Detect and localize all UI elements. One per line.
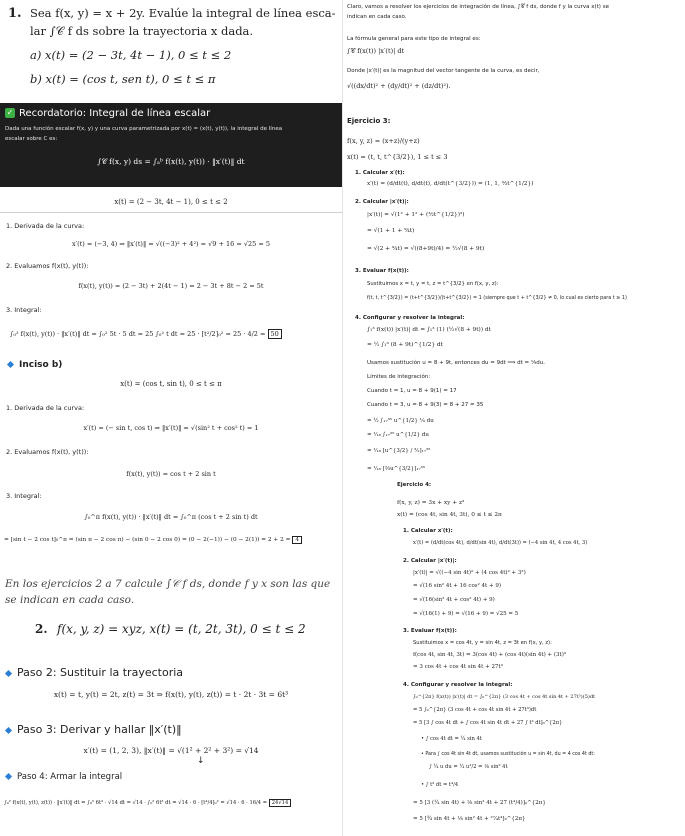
parta-step3-label: 3. Integral: [6, 306, 42, 314]
ej3-step4-math2: = ½ ∫₁³ (8 + 9t)^{1/2} dt [367, 342, 443, 348]
parta-step3-math: ∫₀² f(x(t), y(t)) · ‖x′(t)‖ dt = ∫₀² 5t · 5 dt = 25 ∫₀² t dt = 25 · [t²/2]₀² = 25 · 4/2 = [10, 330, 266, 338]
ej4-step4-math2: = 5 ∫₀^{2π} (3 cos 4t + cos 4t sin 4t + 27t³)dt [413, 707, 537, 713]
general-formula-label: La fórmula general para este tipo de integral es: [347, 36, 481, 42]
exercise-part-b: b) x(t) = (cos t, sen t), 0 ≤ t ≤ π [30, 72, 216, 86]
exercise-statement-line2: lar ∫𝒞 f ds sobre la trayectoria x dada. [30, 24, 254, 38]
partb-step3-math2: = [sin t − 2 cos t]₀^π = (sin π − 2 cos π) − (sin 0 − 2 cos 0) = (0 − 2(−1)) − (0 − 2(1)) = 2 + 2 = [4, 537, 291, 543]
ej4-step1-label: 1. Calcular x′(t): [403, 528, 453, 534]
ej3-substitution: Usamos sustitución u = 8 + 9t, entonces du = 9dt ⟹ dt = ¹⁄₉du. [367, 360, 545, 366]
ej4-step3-math2: = 3 cos 4t + cos 4t sin 4t + 27t³ [413, 664, 503, 670]
ej3-result4: = ¹⁄₁₈ [⅔u^{3/2}]₁₇³⁵ [367, 466, 426, 472]
paso3-math: x′(t) = (1, 2, 3), ‖x′(t)‖ = √(1² + 2² + 3²) = √14 [83, 746, 259, 755]
paso4-heading [6, 772, 122, 782]
paso4-row [4, 800, 291, 806]
partb-step1-label: 1. Derivada de la curva: [6, 404, 85, 412]
right-panel [343, 0, 685, 836]
ej3-limit1: Cuando t = 1, u = 8 + 9(1) = 17 [367, 388, 457, 394]
ej4-bullet3-text: ∫ t³ dt = t⁴/4 [425, 782, 459, 788]
ej3-step3-label: 3. Evaluar f(x(t)): [355, 268, 409, 274]
ex2-number: 2. [35, 622, 48, 636]
ej4-bullet2: • Para ∫ cos 4t sin 4t dt, usamos sustitución u = sin 4t, du = 4 cos 4t dt: [421, 752, 595, 757]
ej4-title: Ejercicio 4: [397, 482, 432, 488]
ej3-limits-label: Límites de integración: [367, 374, 431, 380]
ej3-step4-math1: ∫₁³ f(x(t)) |x′(t)| dt = ∫₁³ (1) (½√(8 + 9t)) dt [367, 327, 491, 333]
ej4-bullet1-text: ∫ cos 4t dt = ¼ sin 4t [425, 736, 482, 742]
reminder-title-row [5, 108, 210, 119]
parta-result: 50 [268, 329, 282, 339]
ej3-step1-label: 1. Calcular x′(t): [355, 170, 405, 176]
paso3-heading [6, 723, 182, 736]
ej4-step2-math2: = √(16 sin² 4t + 16 cos² 4t + 9) [413, 583, 502, 589]
partb-step2-label: 2. Evaluamos f(x(t), y(t)): [6, 448, 89, 456]
ej4-final2: = 5 [¾ sin 4t + ⅛ sin² 4t + ²⁷⁄₄t⁴]₀^{2π} [413, 816, 526, 822]
ej4-step4-math1: ∫₀^{2π} f(x(t)) |x′(t)| dt = ∫₀^{2π} (3 cos 4t + cos 4t sin 4t + 27t³)(5)dt [413, 694, 596, 700]
intro-line1: Claro, vamos a resolver los ejercicios de integración de línea, ∫𝒞 f ds, donde f y la curva x(t) se [347, 4, 609, 10]
ej4-step4-math3: = 5 [3 ∫ cos 4t dt + ∫ cos 4t sin 4t dt + 27 ∫ t³ dt]₀^{2π} [413, 720, 563, 726]
partb-step2-math: f(x(t), y(t)) = cos t + 2 sin t [126, 470, 216, 478]
paso2-math: x(t) = t, y(t) = 2t, z(t) = 3t ⇒ f(x(t), y(t), z(t)) = t · 2t · 3t = 6t³ [53, 690, 289, 699]
ej3-title: Ejercicio 3: [347, 117, 391, 125]
donde-formula: √((dx/dt)² + (dy/dt)² + (dz/dt)²). [347, 82, 451, 90]
ej3-step4-label: 4. Configurar y resolver la integral: [355, 315, 465, 321]
ej4-final1: = 5 [3 (¼ sin 4t) + ⅛ sin² 4t + 27 (t⁴/4)]₀^{2π} [413, 800, 546, 806]
check-icon: ✓ [6, 108, 14, 117]
partb-param: x(t) = (cos t, sin t), 0 ≤ t ≤ π [120, 380, 222, 388]
ej4-step2-label: 2. Calcular |x′(t)|: [403, 558, 457, 564]
paso2-title: Paso 2: Sustituir la trayectoria [17, 666, 184, 679]
partb-step1-math: x′(t) = (− sin t, cos t) ⇒ ‖x′(t)‖ = √(sin² t + cos² t) = 1 [83, 424, 259, 432]
ej3-result3: = ¹⁄₁₈ [u^{3/2} / ³⁄₂]₁₇³⁵ [367, 448, 431, 454]
exercise-number: 1. [8, 6, 22, 21]
ej3-step3-text: Sustituimos x = t, y = t, z = t^{3/2} en f(x, y, z): [367, 281, 499, 287]
ex2-intro-line2: se indican en cada caso. [5, 594, 135, 606]
partb-step3-row [4, 537, 302, 543]
left-panel [0, 0, 342, 836]
ej4-step4-label: 4. Configurar y resolver la integral: [403, 682, 513, 688]
ej4-step2-math3: = √(16(sin² 4t + cos² 4t) + 9) [413, 597, 495, 603]
donde-text: Donde |x′(t)| es la magnitud del vector tangente de la curva, es decir, [347, 68, 540, 74]
paso2-heading [6, 666, 183, 679]
ej4-bullet1: • ∫ cos 4t dt = ¼ sin 4t [421, 736, 482, 742]
column-divider [342, 0, 343, 836]
exercise-statement-line1: Sea f(x, y) = x + 2y. Evalúe la integral de línea esca- [30, 6, 336, 20]
ex2-statement: f(x, y, z) = xyz, x(t) = (t, 2t, 3t), 0 ≤ t ≤ 2 [57, 622, 306, 636]
ex2-intro-line1: En los ejercicios 2 a 7 calcule ∫𝒞 f ds, donde f y x son las que [5, 578, 331, 590]
reminder-title: Recordatorio: Integral de línea escalar [19, 108, 211, 119]
ej4-step1-math: x′(t) = (d/dt(cos 4t), d/dt(sin 4t), d/dt(3t)) = (−4 sin 4t, 4 cos 4t, 3) [413, 540, 588, 546]
diamond-icon [5, 773, 12, 780]
divider [0, 212, 342, 213]
parta-step1-math: x′(t) = (−3, 4) ⇒ ‖x′(t)‖ = √((−3)² + 4²) = √9 + 16 = √25 = 5 [71, 240, 270, 248]
ej4-step3-label: 3. Evaluar f(x(t)): [403, 628, 457, 634]
ej3-step1-math: x′(t) = (d/dt(t), d/dt(t), d/dt(t^{3/2})) = (1, 1, ³⁄₂t^{1/2}) [367, 181, 534, 187]
paso3-title: Paso 3: Derivar y hallar ‖x′(t)‖ [17, 723, 182, 736]
ej3-step2-label: 2. Calcular |x′(t)|: [355, 199, 409, 205]
ej3-curve: x(t) = (t, t, t^{3/2}), 1 ≤ t ≤ 3 [347, 153, 448, 161]
reminder-formula: ∫𝒞 f(x, y) ds = ∫ₐᵇ f(x(t), y(t)) · ‖x′(t)‖ dt [97, 157, 245, 166]
reminder-text-line1: Dada una función escalar f(x, y) y una curva parametrizada por x(t) = (x(t), y(t)), la integral de línea [5, 126, 283, 132]
diamond-icon [5, 726, 12, 733]
ej4-bullet2-math: ∫ ¼ u du = ¼ u²/2 = ⅛ sin² 4t [429, 764, 508, 770]
ej4-step3-math1: f(cos 4t, sin 4t, 3t) = 3(cos 4t) + (cos 4t)(sin 4t) + (3t)³ [413, 652, 567, 658]
partb-step3-math: ∫₀^π f(x(t), y(t)) · ‖x′(t)‖ dt = ∫₀^π (cos t + 2 sin t) dt [84, 513, 258, 521]
ej3-step2-math1: |x′(t)| = √(1² + 1² + (³⁄₂t^{1/2})²) [367, 212, 465, 218]
reminder-text-line2: escalar sobre C es: [5, 136, 58, 142]
ej4-curve: x(t) = (cos 4t, sin 4t, 3t), 0 ≤ t ≤ 2π [397, 512, 502, 518]
diamond-icon [5, 669, 12, 676]
parta-step2-label: 2. Evaluamos f(x(t), y(t)): [6, 262, 89, 270]
partb-heading [8, 360, 62, 370]
arrow-down-icon: ↓ [197, 756, 205, 766]
parta-step2-math: f(x(t), y(t)) = (2 − 3t) + 2(4t − 1) = 2 − 3t + 8t − 2 = 5t [78, 282, 264, 290]
diamond-icon [7, 361, 14, 368]
ej3-step2-math2: = √(1 + 1 + ⁹⁄₄t) [367, 228, 415, 234]
reminder-banner [0, 103, 342, 187]
partb-result: 4 [292, 536, 302, 544]
parta-step1-label: 1. Derivada de la curva: [6, 222, 85, 230]
parta-param: x(t) = (2 − 3t, 4t − 1), 0 ≤ t ≤ 2 [114, 198, 228, 206]
paso4-title: Paso 4: Armar la integral [17, 772, 123, 782]
ej3-result1: = ½ ∫₁₇³⁵ u^{1/2} ¹⁄₉ du [367, 418, 434, 424]
ej3-limit2: Cuando t = 3, u = 8 + 9(3) = 8 + 27 = 35 [367, 402, 484, 408]
general-formula: ∫𝒞 f(x(t)) |x′(t)| dt [347, 47, 405, 55]
ej3-result2: = ¹⁄₁₈ ∫₁₇³⁵ u^{1/2} du [367, 432, 429, 438]
ej4-step3-text: Sustituimos x = cos 4t, y = sin 4t, z = 3t en f(x, y, z): [413, 640, 552, 646]
ej3-step2-math3: = √(2 + ⁹⁄₄t) = √((8+9t)/4) = ½√(8 + 9t) [367, 246, 485, 252]
paso4-math: ∫₀² f(x(t), y(t), z(t)) · ‖x′(t)‖ dt = ∫₀² 6t³ · √14 dt = √14 · ∫₀² 6t³ dt = √14 · 6 · [t⁴/4]₀² = √14 · 6 · 16/4 = [4, 800, 268, 806]
paso4-result: 24√14 [269, 799, 292, 807]
exercise-part-a: a) x(t) = (2 − 3t, 4t − 1), 0 ≤ t ≤ 2 [30, 48, 232, 62]
ej3-function: f(x, y, z) = (x+z)/(y+z) [347, 137, 420, 145]
partb-step3-label: 3. Integral: [6, 492, 42, 500]
ej4-bullet2-text: Para ∫ cos 4t sin 4t dt, usamos sustitución u = sin 4t, du = 4 cos 4t dt: [425, 752, 595, 757]
ej4-step2-math4: = √(16(1) + 9) = √(16 + 9) = √25 = 5 [413, 611, 519, 617]
intro-line2: indican en cada caso. [347, 14, 407, 20]
parta-step3-row [10, 330, 282, 338]
ej4-bullet3: • ∫ t³ dt = t⁴/4 [421, 782, 459, 788]
ej3-step3-math: f(t, t, t^{3/2}) = (t+t^{3/2})/(t+t^{3/2}) = 1 (siempre que t + t^{3/2} ≠ 0, lo cual es cierto para t ≥ 1) [367, 295, 627, 301]
ej4-step2-math1: |x′(t)| = √((−4 sin 4t)² + (4 cos 4t)² + 3²) [413, 570, 526, 576]
partb-title: Inciso b) [19, 360, 63, 370]
ej4-function: f(x, y, z) = 3x + xy + z³ [397, 500, 465, 506]
